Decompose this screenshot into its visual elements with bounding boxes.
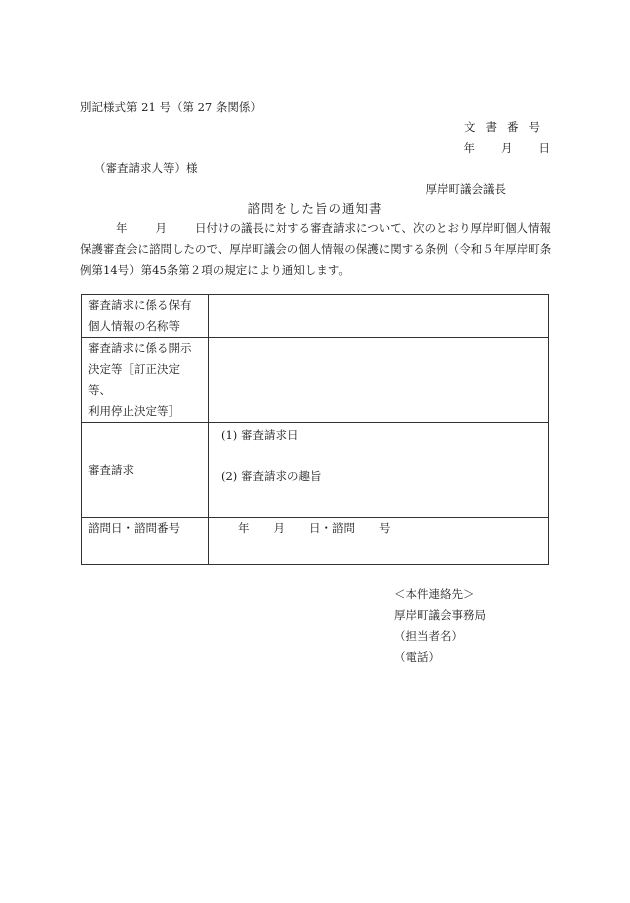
disclosure-decision-label-cell	[82, 338, 209, 423]
retained-info-label-line2: 個人情報の名称等	[88, 319, 180, 333]
retained-info-label-line1: 審査請求に係る保有	[88, 298, 192, 312]
inquiry-year: 年	[238, 521, 250, 535]
sender: 厚岸町議会議長	[425, 182, 506, 196]
inquiry-month: 月	[273, 521, 285, 535]
date-year-label: 年	[463, 141, 475, 155]
review-request-label: 審査請求	[88, 462, 134, 477]
review-request-purpose-item: (2) 審査請求の趣旨	[221, 469, 322, 483]
table-row	[82, 338, 549, 423]
inquiry-number-label: 号	[379, 521, 391, 535]
document-date	[464, 140, 551, 156]
inquiry-date-value-cell	[209, 518, 549, 565]
review-request-value-cell	[209, 423, 549, 518]
disclosure-decision-value-cell	[209, 338, 549, 423]
body-month: 月	[155, 221, 167, 235]
form-number: 別記様式第 21 号（第 27 条関係）	[80, 100, 262, 114]
table-row	[82, 295, 549, 338]
table-row	[82, 423, 549, 518]
contact-phone: （電話）	[394, 650, 440, 664]
body-text-rest: 日付けの議長に対する審査請求について、次のとおり厚岸町個人情報保護審査会に諮問したので、厚岸町議会の個人情報の保護に関する条例（令和５年厚岸町条例第14号）第45条第２項の規定により通知します。	[80, 221, 552, 277]
recipient: （審査請求人等）様	[94, 161, 198, 175]
contact-office: 厚岸町議会事務局	[394, 608, 486, 622]
body-paragraph	[80, 218, 552, 281]
document-title: 諮問をした旨の通知書	[247, 201, 383, 216]
disclosure-decision-label-line3: 利用停止決定等］	[88, 404, 180, 418]
retained-info-value-cell	[209, 295, 549, 338]
date-month-label: 月	[501, 141, 513, 155]
date-day-label: 日	[538, 141, 550, 155]
contact-heading: ＜本件連絡先＞	[394, 587, 475, 601]
review-request-label-cell	[82, 423, 209, 518]
retained-info-label-cell	[82, 295, 209, 338]
disclosure-decision-label-line1: 審査請求に係る開示	[88, 341, 192, 355]
inquiry-info-table	[81, 294, 549, 565]
document-number-label: 文書番号	[464, 120, 550, 134]
disclosure-decision-label-line2: 決定等［訂正決定等、	[88, 362, 180, 397]
contact-block	[394, 584, 486, 668]
inquiry-date-label-cell	[82, 518, 209, 565]
inquiry-date-label: 諮問日・諮問番号	[88, 521, 180, 535]
review-request-date-item: (1) 審査請求日	[221, 428, 299, 442]
contact-person: （担当者名）	[394, 629, 463, 643]
body-year: 年	[116, 221, 128, 235]
inquiry-day-and-label: 日・諮問	[309, 521, 355, 535]
table-row	[82, 518, 549, 565]
